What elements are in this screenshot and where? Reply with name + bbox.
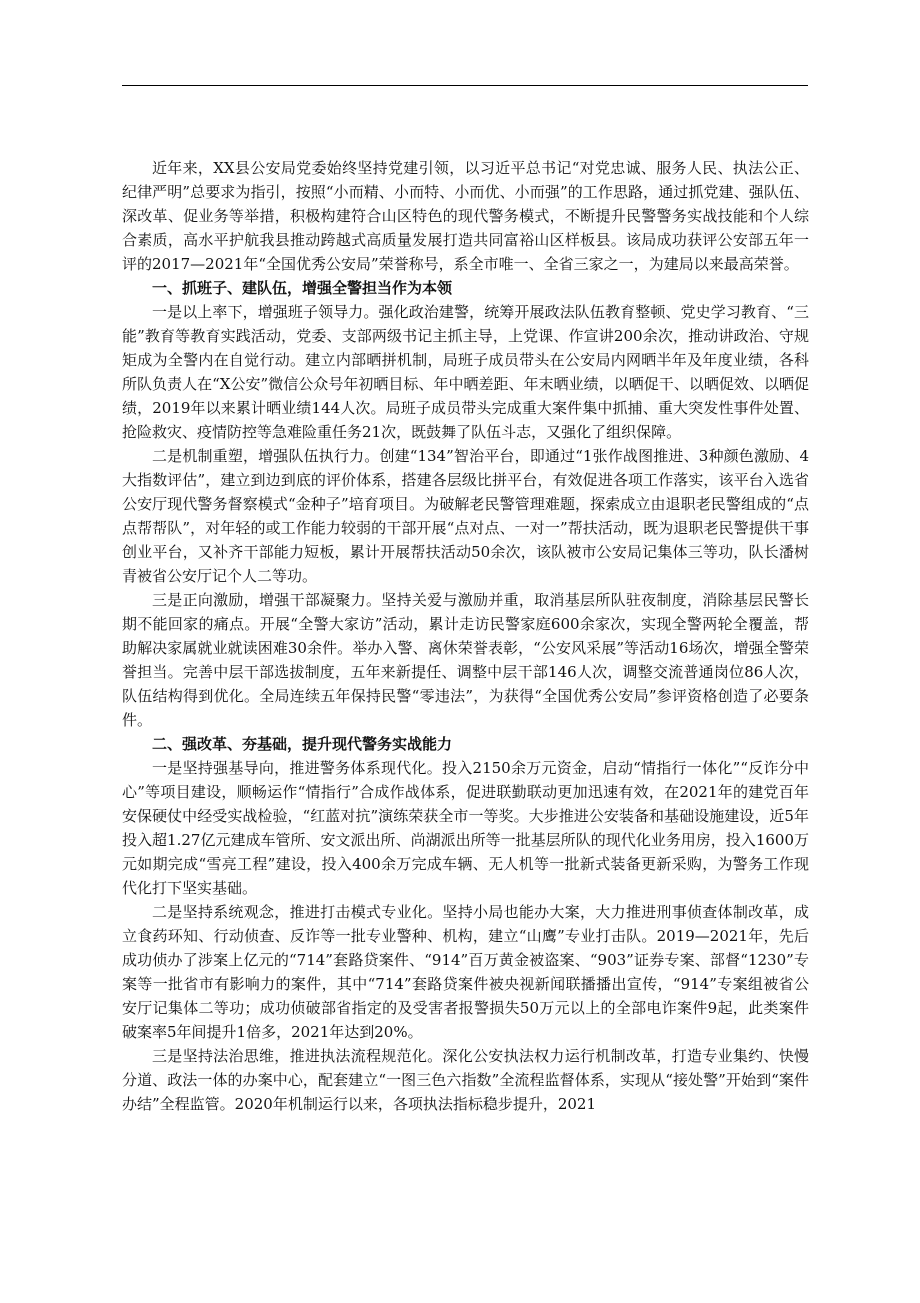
section-1-paragraph-1: 一是以上率下，增强班子领导力。强化政治建警，统筹开展政法队伍教育整顿、党史学习教育、“三能”教育等教育实践活动，党委、支部两级书记主抓主导，上党课、作宣讲200余次，推动讲政治、守规矩成为全警内在自觉行动。建立内部晒拼机制，局班子成员带头在公安局内网晒半年及年度业绩，各科所队负责人在“X公安”微信公众号年初晒目标、年中晒差距、年末晒业绩，以晒促干、以晒促效、以晒促绩，2019年以来累计晒业绩144人次。局班子成员带头完成重大案件集中抓捕、重大突发性事件处置、抢险救灾、疫情防控等急难险重任务21次，既鼓舞了队伍斗志，又强化了组织保障。 — [122, 303, 809, 441]
intro-paragraph: 近年来，XX县公安局党委始终坚持党建引领，以习近平总书记“对党忠诚、服务人民、执法公正、纪律严明”总要求为指引，按照“小而精、小而特、小而优、小而强”的工作思路，通过抓党建、强队伍、深改革、促业务等举措，积极构建符合山区特色的现代警务模式，不断提升民警警务实战技能和个人综合素质，高水平护航我县推动跨越式高质量发展打造共同富裕山区样板县。该局成功获评公安部五年一评的2017—2021年“全国优秀公安局”荣誉称号，系全市唯一、全省三家之一，为建局以来最高荣誉。 — [122, 159, 809, 273]
section-2-heading: 二、强改革、夯基础，提升现代警务实战能力 — [152, 735, 453, 753]
section-1-heading: 一、抓班子、建队伍，增强全警担当作为本领 — [152, 279, 453, 297]
header-rule — [122, 85, 808, 86]
document-body — [122, 156, 809, 1116]
section-1-paragraph-2: 二是机制重塑，增强队伍执行力。创建“134”智治平台，即通过“1张作战图推进、3种颜色激励、4大指数评估”，建立到边到底的评价体系，搭建各层级比拼平台，有效促进各项工作落实，该平台入选省公安厅现代警务督察模式“金种子”培育项目。为破解老民警管理难题，探索成立由退职老民警组成的“点点帮帮队”，对年轻的或工作能力较弱的干部开展“点对点、一对一”帮扶活动，既为退职老民警提供干事创业平台，又补齐干部能力短板，累计开展帮扶活动50余次，该队被市公安局记集体三等功，队长潘树青被省公安厅记个人二等功。 — [122, 447, 809, 585]
section-2-paragraph-3: 三是坚持法治思维，推进执法流程规范化。深化公安执法权力运行机制改革，打造专业集约、快慢分道、政法一体的办案中心，配套建立“一图三色六指数”全流程监督体系，实现从“接处警”开始到“案件办结”全程监管。2020年机制运行以来，各项执法指标稳步提升，2021 — [122, 1047, 809, 1113]
section-2-paragraph-1: 一是坚持强基导向，推进警务体系现代化。投入2150余万元资金，启动“情指行一体化”“反诈分中心”等项目建设，顺畅运作“情指行”合成作战体系，促进联勤联动更加迅速有效，在2021年的建党百年安保硬仗中经受实战检验，“红蓝对抗”演练荣获全市一等奖。大步推进公安装备和基础设施建设，近5年投入超1.27亿元建成车管所、安文派出所、尚湖派出所等一批基层所队的现代化业务用房，投入1600万元如期完成“雪亮工程”建设，投入400余万完成车辆、无人机等一批新式装备更新采购，为警务工作现代化打下坚实基础。 — [122, 759, 809, 897]
section-1-paragraph-3: 三是正向激励，增强干部凝聚力。坚持关爱与激励并重，取消基层所队驻夜制度，消除基层民警长期不能回家的痛点。开展“全警大家访”活动，累计走访民警家庭600余家次，实现全警两轮全覆盖，帮助解决家属就业就读困难30余件。举办入警、离休荣誉表彰，“公安风采展”等活动16场次，增强全警荣誉担当。完善中层干部选拔制度，五年来新提任、调整中层干部146人次，调整交流普通岗位86人次，队伍结构得到优化。全局连续五年保持民警“零违法”，为获得“全国优秀公安局”参评资格创造了必要条件。 — [122, 591, 809, 729]
section-2-paragraph-2: 二是坚持系统观念，推进打击模式专业化。坚持小局也能办大案，大力推进刑事侦查体制改革，成立食药环知、行动侦查、反诈等一批专业警种、机构，建立“山鹰”专业打击队。2019—2021年，先后成功侦办了涉案上亿元的“714”套路贷案件、“914”百万黄金被盗案、“903”证券专案、部督“1230”专案等一批省市有影响力的案件，其中“714”套路贷案件被央视新闻联播播出宣传，“914”专案组被省公安厅记集体二等功；成功侦破部省指定的及受害者报警损失50万元以上的全部电诈案件9起，此类案件破案率5年间提升1倍多，2021年达到20%。 — [122, 903, 809, 1041]
